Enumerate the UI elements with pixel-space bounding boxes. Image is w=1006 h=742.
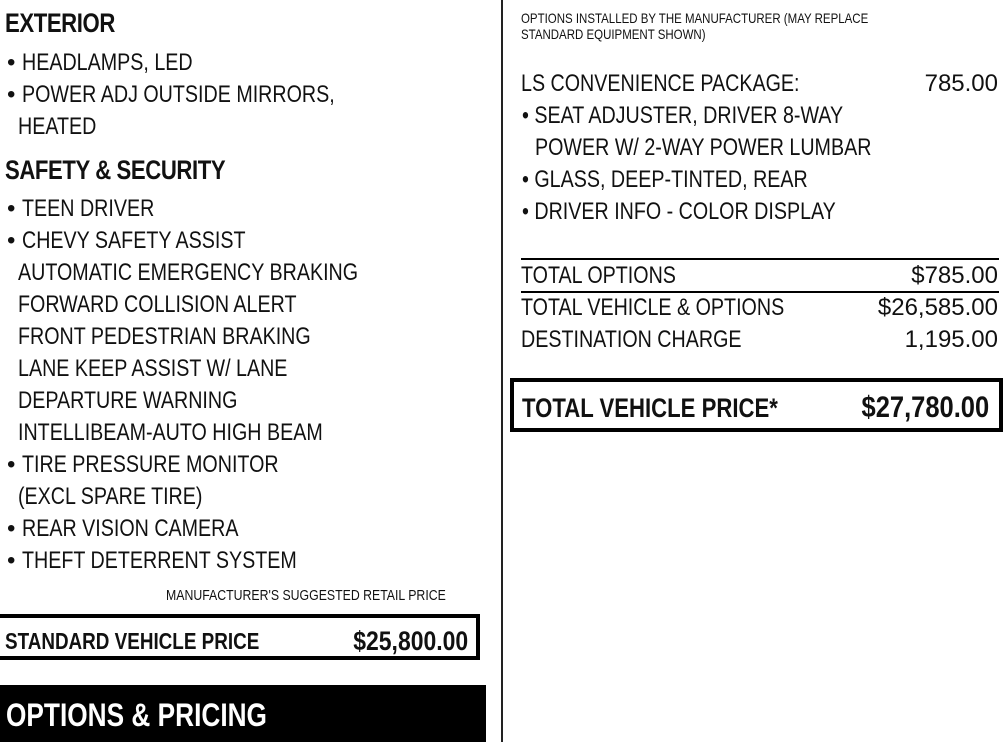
standard-price-label: STANDARD VEHICLE PRICE: [5, 628, 260, 654]
list-item: INTELLIBEAM-AUTO HIGH BEAM: [18, 419, 323, 446]
standard-price-value: $25,800.00: [353, 626, 468, 656]
list-item: • REAR VISION CAMERA: [7, 513, 286, 545]
list-item: LANE KEEP ASSIST W/ LANE: [18, 355, 288, 382]
package-amount: 785.00: [924, 70, 998, 97]
total-price-box: [510, 378, 1003, 432]
total-vehicle-options-amount: $26,585.00: [877, 294, 998, 321]
list-item: • DRIVER INFO - COLOR DISPLAY: [522, 198, 836, 225]
list-item: • CHEVY SAFETY ASSIST: [7, 225, 295, 257]
total-options-label: TOTAL OPTIONS: [521, 262, 676, 289]
list-item: AUTOMATIC EMERGENCY BRAKING: [18, 259, 359, 286]
total-price-label: TOTAL VEHICLE PRICE*: [522, 393, 778, 423]
destination-charge-amount: 1,195.00: [904, 326, 998, 353]
list-item: • TIRE PRESSURE MONITOR: [7, 449, 335, 481]
safety-security-title: SAFETY & SECURITY: [5, 155, 226, 185]
list-item: POWER W/ 2-WAY POWER LUMBAR: [535, 134, 872, 161]
options-note: OPTIONS INSTALLED BY THE MANUFACTURER (MAY REPLACE: [521, 10, 869, 26]
list-item: • THEFT DETERRENT SYSTEM: [7, 545, 357, 577]
list-item: • TEEN DRIVER: [7, 193, 183, 225]
list-item: • SEAT ADJUSTER, DRIVER 8-WAY: [522, 102, 844, 129]
total-vehicle-options-label: TOTAL VEHICLE & OPTIONS: [521, 294, 785, 321]
standard-price-box: [0, 614, 480, 660]
destination-charge-label: DESTINATION CHARGE: [521, 326, 742, 353]
options-pricing-header: [0, 685, 486, 742]
list-item: HEATED: [18, 113, 97, 140]
list-item: (EXCL SPARE TIRE): [18, 483, 203, 510]
list-item: • HEADLAMPS, LED: [7, 47, 230, 79]
list-item: • POWER ADJ OUTSIDE MIRRORS,: [7, 79, 403, 111]
options-pricing-title: OPTIONS & PRICING: [6, 697, 267, 733]
package-label: LS CONVENIENCE PACKAGE:: [521, 70, 800, 97]
column-divider: [501, 0, 503, 742]
total-options-amount: $785.00: [911, 262, 998, 289]
list-item: FRONT PEDESTRIAN BRAKING: [18, 323, 311, 350]
list-item: • GLASS, DEEP-TINTED, REAR: [522, 166, 808, 193]
options-note-line2: STANDARD EQUIPMENT SHOWN): [521, 26, 706, 42]
list-item: DEPARTURE WARNING: [18, 387, 238, 414]
msrp-label: MANUFACTURER'S SUGGESTED RETAIL PRICE: [166, 587, 446, 604]
list-item: FORWARD COLLISION ALERT: [18, 291, 297, 318]
total-price-value: $27,780.00: [861, 391, 989, 424]
exterior-title: EXTERIOR: [5, 8, 115, 38]
